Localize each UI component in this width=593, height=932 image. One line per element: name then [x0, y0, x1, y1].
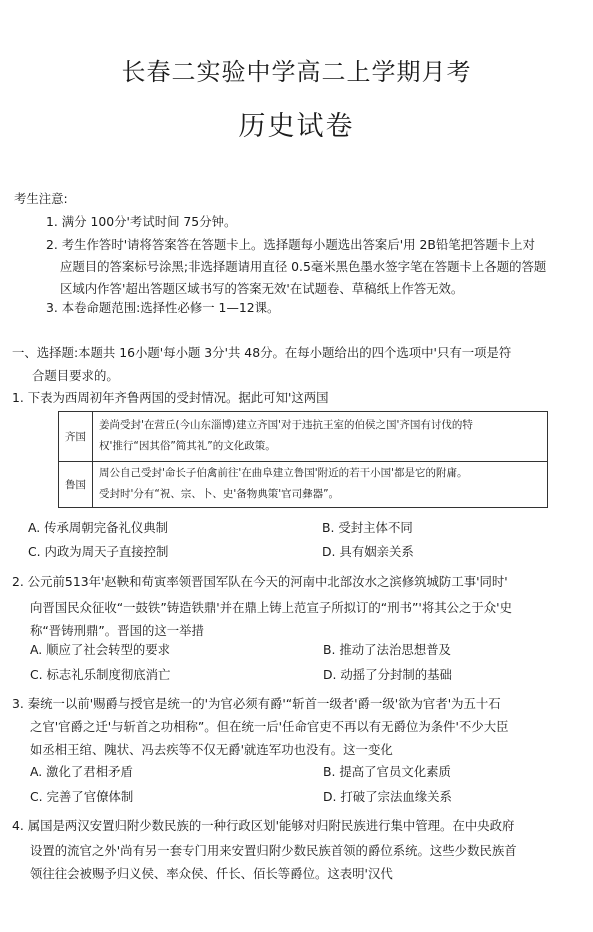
option-c: C. 标志礼乐制度彻底消亡	[30, 667, 171, 682]
question-stem: 2. 公元前513年'赵鞅和荀寅率领晋国军队在今天的河南中北部汝水之滨修筑城防工事'同时'	[12, 574, 508, 589]
notice-item: 3. 本卷命题范围:选择性必修一 1—12课。	[46, 300, 280, 315]
option-b: B. 受封主体不同	[322, 520, 413, 535]
notice-item: 应题目的答案标号涂黑;非选择题请用直径 0.5毫米黑色墨水签字笔在答题卡上各题的答题	[60, 259, 547, 274]
option-b: B. 推动了法治思想普及	[323, 642, 451, 657]
question-stem: 称“晋铸刑鼎”。晋国的这一举措	[30, 623, 204, 638]
option-d: D. 具有姻亲关系	[322, 544, 414, 559]
notice-item: 2. 考生作答时'请将答案答在答题卡上。选择题每小题选出答案后'用 2B铅笔把答题卡上对	[46, 237, 535, 252]
question-stem: 1. 下表为西周初年齐鲁两国的受封情况。据此可知'这两国	[12, 390, 329, 405]
option-d: D. 打破了宗法血缘关系	[323, 789, 452, 804]
question-stem: 4. 属国是两汉安置归附少数民族的一种行政区划'能够对归附民族进行集中管理。在中央政府	[12, 818, 515, 833]
option-d: D. 动摇了分封制的基础	[323, 667, 452, 682]
question-stem: 如丞相王绾、隗状、冯去疾等不仅无爵'就连军功也没有。这一变化	[30, 742, 393, 757]
option-a: A. 激化了君相矛盾	[30, 764, 133, 779]
notice-item: 区域内作答'超出答题区域书写的答案无效'在试题卷、草稿纸上作答无效。	[60, 281, 464, 296]
question-stem: 领往往会被赐予归义侯、率众侯、仟长、佰长等爵位。这表明'汉代	[30, 866, 393, 881]
page-title: 长春二实验中学高二上学期月考	[121, 58, 472, 86]
option-a: A. 传承周朝完备礼仪典制	[28, 520, 169, 535]
exam-subject-title: 历史试卷	[238, 111, 355, 142]
option-b: B. 提高了官员文化素质	[323, 764, 451, 779]
question-stem: 之官'官爵之迁'与斩首之功相称”。但在统一后'任命官吏不再以有无爵位为条件'不少大臣	[30, 719, 509, 734]
section-instruction: 一、选择题:本题共 16小题'每小题 3分'共 48分。在每小题给出的四个选项中'只有一项是符	[12, 345, 512, 360]
table-cell: 周公自己受封'命长子伯禽前往'在曲阜建立鲁国'附近的若干小国'都是它的附庸。 受封时'分有“祝、宗、卜、史'备物典策'官司彝器”。	[99, 467, 468, 500]
state-name: 齐国	[59, 412, 93, 461]
question-stem: 设置的流官之外'尚有另一套专门用来安置归附少数民族首领的爵位系统。这些少数民族首	[30, 843, 517, 858]
option-c: C. 内政为周天子直接控制	[28, 544, 169, 559]
fief-table	[58, 411, 548, 508]
notice-item: 1. 满分 100分'考试时间 75分钟。	[46, 214, 237, 229]
state-name: 鲁国	[59, 461, 93, 507]
table-row	[59, 461, 547, 507]
table-cell: 姜尚受封'在营丘(今山东淄博)建立齐国'对于违抗王室的伯侯之国'齐国有讨伐的特 权'推行“因其俗”简其礼”的文化政策。	[99, 419, 473, 452]
option-c: C. 完善了官僚体制	[30, 789, 134, 804]
option-a: A. 顺应了社会转型的要求	[30, 642, 171, 657]
table-row	[59, 412, 547, 462]
question-stem: 3. 秦统一以前'赐爵与授官是统一的'为官必须有爵'“斩首一级者'爵一级'欲为官者'为五十石	[12, 696, 501, 711]
section-instruction: 合题目要求的。	[32, 368, 119, 383]
question-stem: 向晋国民众征收“一鼓铁”铸造铁鼎'并在鼎上铸上范宣子所拟订的“刑书”'将其公之于众'史	[30, 600, 512, 615]
notice-heading: 考生注意:	[14, 191, 68, 206]
